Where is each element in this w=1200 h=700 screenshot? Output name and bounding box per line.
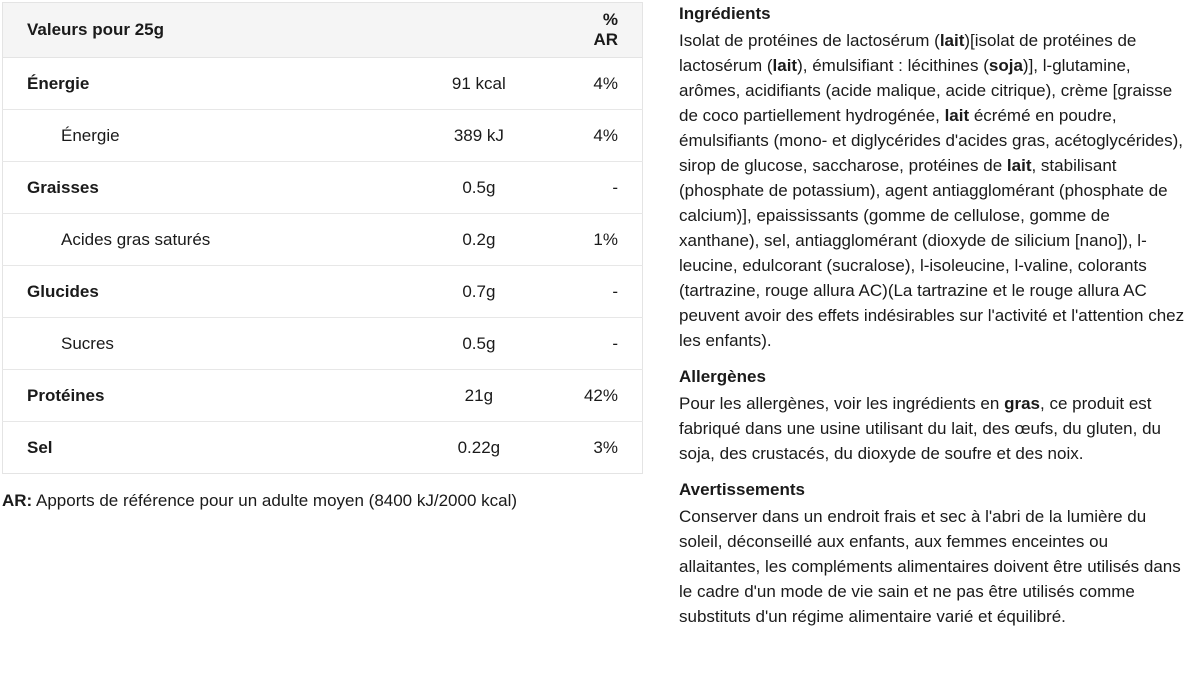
nutrient-ar: - (584, 266, 643, 318)
nutrient-quantity: 0.7g (374, 266, 584, 318)
bold-segment: lait (944, 106, 970, 125)
text-segment: Isolat de protéines de lactosérum ( (679, 31, 940, 50)
allergens-text (679, 391, 1191, 466)
nutrient-name: Acides gras saturés (3, 214, 374, 266)
text-segment: )[isolat de protéines de lactosérum ( (679, 31, 1137, 75)
ar-footnote (2, 491, 517, 511)
nutrition-row (3, 162, 643, 214)
nutrient-name: Graisses (3, 162, 374, 214)
nutrient-ar: - (584, 318, 643, 370)
bold-segment: lait (939, 31, 965, 50)
nutrient-name: Énergie (3, 110, 374, 162)
allergens-title: Allergènes (679, 367, 766, 386)
ingredients-text (679, 28, 1191, 353)
header-qty (374, 3, 584, 58)
nutrient-quantity: 0.2g (374, 214, 584, 266)
text-segment: ), émulsifiant : lécithines ( (797, 56, 989, 75)
header-label: Valeurs pour 25g (3, 3, 374, 58)
nutrient-quantity: 21g (374, 370, 584, 422)
nutrient-quantity: 91 kcal (451, 73, 506, 93)
footnote-text: Apports de référence pour un adulte moyen (8400 kJ/2000 kcal) (32, 491, 518, 510)
bold-segment: gras (1004, 394, 1040, 413)
nutrition-header-row (3, 3, 643, 58)
warnings-text: Conserver dans un endroit frais et sec à l'abri de la lumière du soleil, déconseillé aux enfants, aux femmes enceintes ou allaitantes, les compléments alimentaires doivent être utilisés dans le cadre d'un mode de vie sain et ne pas être utilisés comme substituts d'un régime alimentaire varié et équilibré. (679, 507, 1181, 626)
bold-segment: lait (772, 56, 798, 75)
nutrition-rows (3, 58, 643, 474)
nutrition-row (3, 266, 643, 318)
text-segment: Pour les allergènes, voir les ingrédients en (679, 394, 1005, 413)
nutrient-ar: 4% (593, 73, 618, 93)
nutrition-row (3, 110, 643, 162)
nutrient-ar: 42% (584, 370, 643, 422)
nutrient-name: Sel (3, 422, 374, 474)
text-segment: , ce produit est fabriqué dans une usine utilisant du lait, des œufs, du gluten, du soja, des crustacés, du dioxyde de soufre et des noix. (679, 394, 1161, 463)
ingredients-title: Ingrédients (679, 4, 771, 23)
nutrition-row (3, 318, 643, 370)
nutrient-quantity: 0.5g (374, 162, 584, 214)
nutrient-quantity: 0.22g (374, 422, 584, 474)
nutrient-name: Énergie (27, 73, 90, 93)
nutrient-ar: 3% (584, 422, 643, 474)
nutrition-row (3, 214, 643, 266)
nutrient-quantity: 0.5g (374, 318, 584, 370)
allergens-block (679, 366, 1191, 466)
nutrient-ar: - (584, 162, 643, 214)
nutrient-ar: 4% (584, 110, 643, 162)
nutrient-name: Sucres (3, 318, 374, 370)
footnote-abbr: AR: (2, 491, 33, 510)
nutrition-table (2, 2, 643, 474)
header-ar: % AR (584, 3, 643, 58)
warnings-block (679, 479, 1191, 629)
nutrient-name: Glucides (3, 266, 374, 318)
text-segment: écrémé en poudre, émulsifiants (mono- et diglycérides d'acides gras, acétoglycérides), sirop de glucose, saccharose, protéines de (679, 106, 1184, 175)
nutrition-row (3, 422, 643, 474)
nutrition-row (3, 370, 643, 422)
ingredients-block (679, 3, 1191, 353)
nutrition-section (2, 2, 643, 510)
product-info (679, 3, 1191, 629)
text-segment: )], l-glutamine, arômes, acidifiants (acide malique, acide citrique), crème [graisse de coco partiellement hydrogénée, (679, 56, 1173, 125)
text-segment: , stabilisant (phosphate de potassium), agent antiagglomérant (phosphate de calcium)], epaississants (gomme de cellulose, gomme de xanthane), sel, antiagglomérant (dioxyde de silicium [nano]), l-leucine, edulcorant (sucralose), l-isoleucine, l-valine, colorants (tartrazine, rouge allura AC)(La tartrazine et le rouge allura AC peuvent avoir des effets indésirables sur l'activité et l'attention chez les enfants). (679, 156, 1185, 350)
nutrition-row (3, 58, 643, 110)
nutrient-name: Protéines (3, 370, 374, 422)
nutrient-quantity: 389 kJ (374, 110, 584, 162)
bold-segment: soja (988, 56, 1023, 75)
warnings-title: Avertissements (679, 480, 805, 499)
nutrient-ar: 1% (584, 214, 643, 266)
bold-segment: lait (1006, 156, 1032, 175)
